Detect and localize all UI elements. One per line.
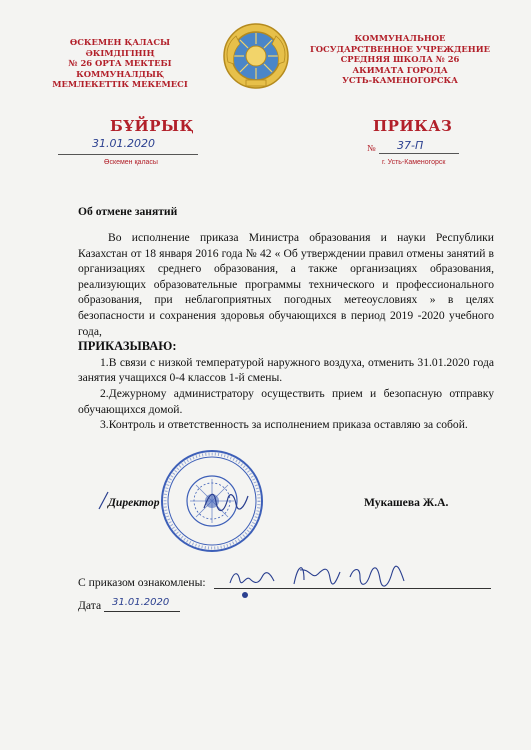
number-sign: № [367,143,376,153]
intro-paragraph: Во исполнение приказа Министра образования и науки Республики Казахстан от 18 января 2016 года № 42 « Об утверждении правил отмены занятий в организациях среднего образования, а также организациях образования, реализующих образовательные программы технического и профессионального образования, при неблагоприятных погодных метеоусловиях » в целях безопасности и сохранения здоровья обучающихся в период 2019 -2020 учебного года, [78,231,494,338]
staff-signature-icon [348,563,406,591]
order-title-ru: ПРИКАЗ [373,117,453,135]
header-kz [30,37,210,90]
signature-stroke-icon [96,491,112,511]
order-date: 31.01.2020 [92,137,155,150]
order-number: 37-П [397,139,424,152]
staff-signature-icon [290,560,342,590]
order-keyword: ПРИКАЗЫВАЮ: [78,339,177,354]
header-kz-line: № 26 ОРТА МЕКТЕБІ [68,58,172,68]
director-signature-icon [200,486,250,518]
header-ru-line: АКИМАТА ГОРОДА [352,64,448,75]
director-name: Мукашева Ж.А. [364,496,449,509]
header-kz-line: ӘКІМДІГІНІҢ [85,47,155,58]
acknowledgement-date: 31.01.2020 [112,597,170,608]
state-emblem-icon [222,22,290,90]
order-title-kz: БҰЙРЫҚ [110,117,195,135]
director-label: Директор [108,496,160,509]
order-item: 1.В связи с низкой температурой наружного воздуха, отменить 31.01.2020 года занятия учащихся 0-4 классов 1-й смены. [78,355,494,385]
staff-signature-icon [228,565,276,591]
header-ru-line: ГОСУДАРСТВЕННОЕ УЧРЕЖДЕНИЕ [309,43,491,54]
header-kz-line: МЕМЛЕКЕТТІК МЕКЕМЕСІ [52,79,188,89]
acknowledgement-date-line [104,611,180,612]
order-number-field [367,141,463,154]
city-ru: г. Усть-Каменогорск [382,159,446,166]
acknowledgement-date-label: Дата [78,599,102,612]
order-item: 2.Дежурному администратору осуществить прием и безопасную отправку обучающихся домой. [78,386,494,416]
header-ru-line: СРЕДНЯЯ ШКОЛА № 26 [340,54,460,64]
city-kz: Өскемен қаласы [104,159,158,166]
header-kz-line: КОММУНАЛДЫҚ [76,68,164,79]
header-ru-line: КОММУНАЛЬНОЕ [354,33,446,43]
ink-dot-icon [240,590,250,600]
header-kz-line: ӨСКЕМЕН ҚАЛАСЫ [69,37,171,47]
acknowledgement-label: С приказом ознакомлены: [78,576,206,589]
order-item: 3.Контроль и ответственность за исполнением приказа оставляю за собой. [100,418,468,432]
order-number-line [379,153,459,154]
order-subject: Об отмене занятий [78,205,178,218]
header-ru [300,33,500,86]
order-body [78,230,494,433]
header-ru-line: УСТЬ-КАМЕНОГОРСКА [342,75,458,85]
